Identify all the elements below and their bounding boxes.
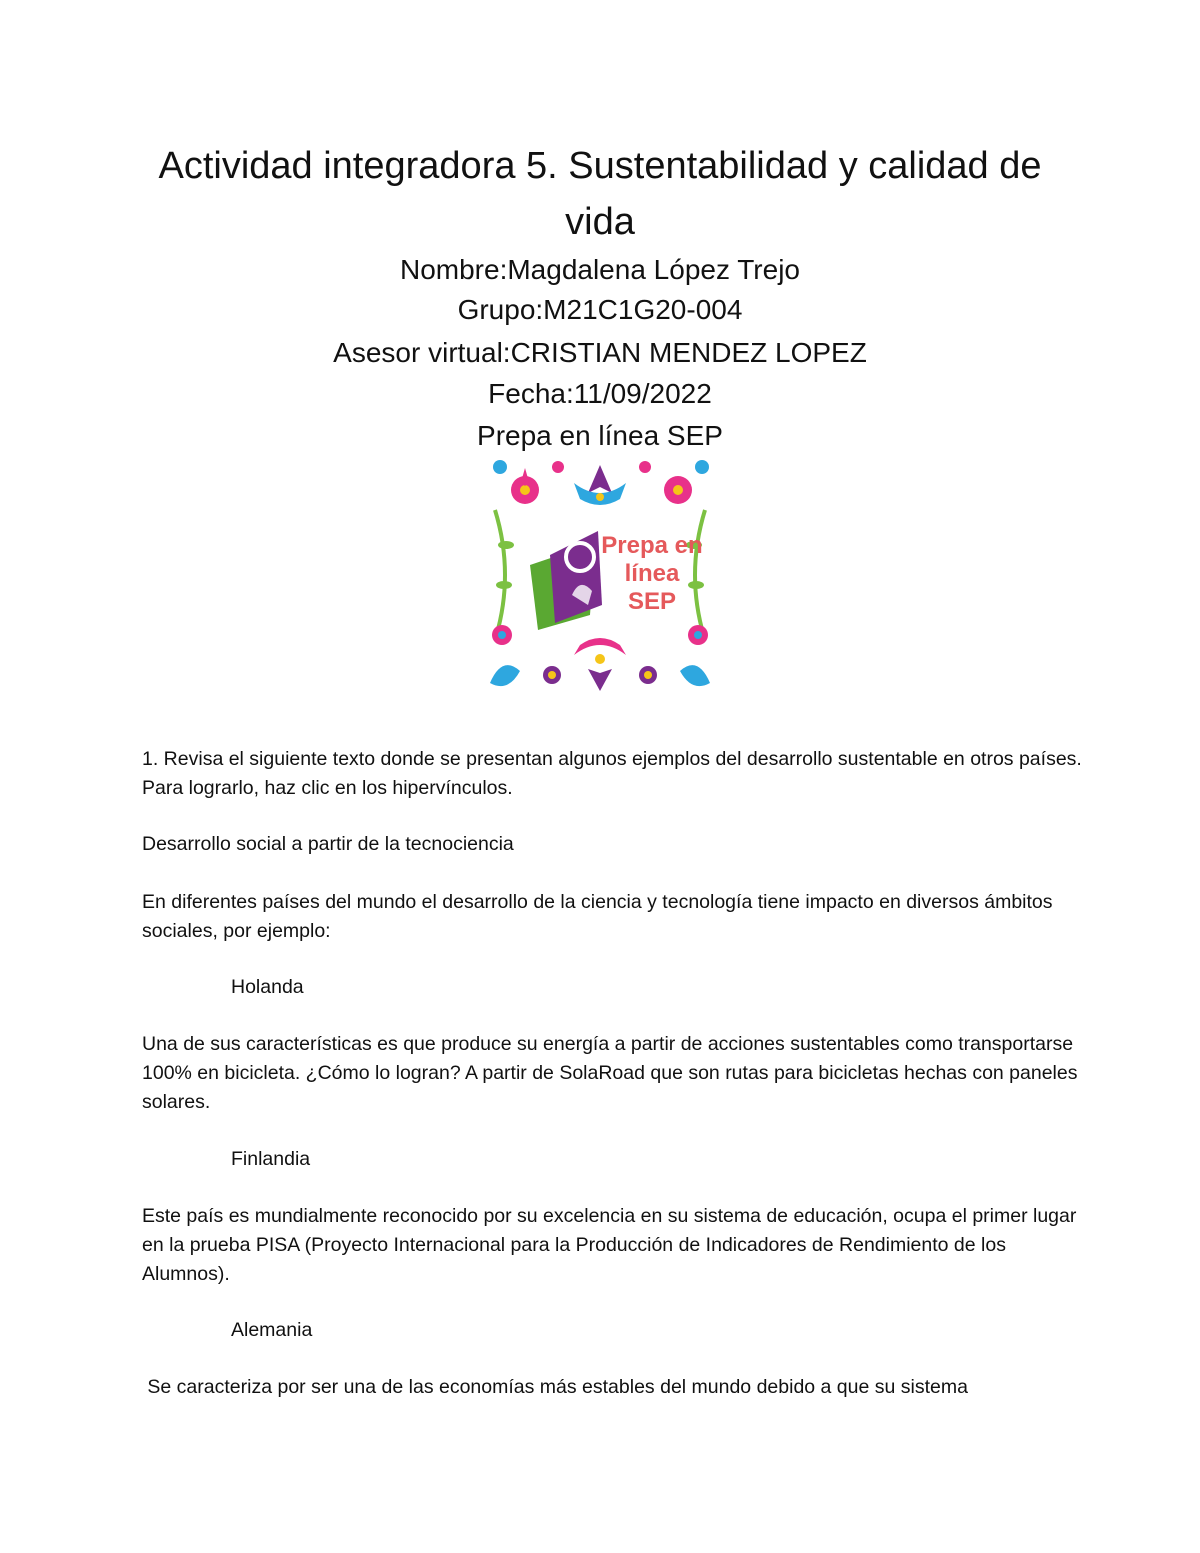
logo-line-1: Prepa en [601,532,703,559]
document-title: Actividad integradora 5. Sustentabilidad y calidad de vida [158,145,1042,243]
advisor: Asesor virtual:CRISTIAN MENDEZ LOPEZ [333,337,867,368]
student-name: Nombre:Magdalena López Trejo [399,254,800,285]
institution: Prepa en línea SEP [477,420,723,451]
country-heading-finlandia: Finlandia [231,1148,311,1170]
prepa-en-linea-logo [480,455,720,700]
holanda-paragraph: Una de sus características es que produce su energía a partir de acciones sustentables como transportarse 100% en bicicleta. ¿Cómo lo logran? A partir de SolaRoad que son rutas para bicicletas hechas con paneles solares. [142,1033,1078,1113]
finlandia-paragraph: Este país es mundialmente reconocido por su excelencia en su sistema de educación, ocupa el primer lugar en la prueba PISA (Proyecto Internacional para la Producción de Indicadores de Rendimiento de los Alumnos). [142,1205,1077,1285]
group: Grupo:M21C1G20-004 [457,294,743,325]
date: Fecha:11/09/2022 [488,378,712,409]
country-heading-alemania: Alemania [231,1319,313,1341]
country-heading-holanda: Holanda [231,976,304,998]
alemania-paragraph: Se caracteriza por ser una de las economías más estables del mundo debido a que su sistema [142,1376,968,1398]
section-heading: Desarrollo social a partir de la tecnociencia [142,833,514,855]
logo-line-2: línea [624,560,680,587]
intro-paragraph: En diferentes países del mundo el desarrollo de la ciencia y tecnología tiene impacto en diversos ámbitos sociales, por ejemplo: [142,891,1053,942]
logo-mark-icon [530,531,602,630]
logo-line-3: SEP [627,588,677,615]
instruction-paragraph: 1. Revisa el siguiente texto donde se presentan algunos ejemplos del desarrollo sustentable en otros países. Para lograrlo, haz clic en los hipervínculos. [142,748,1082,799]
